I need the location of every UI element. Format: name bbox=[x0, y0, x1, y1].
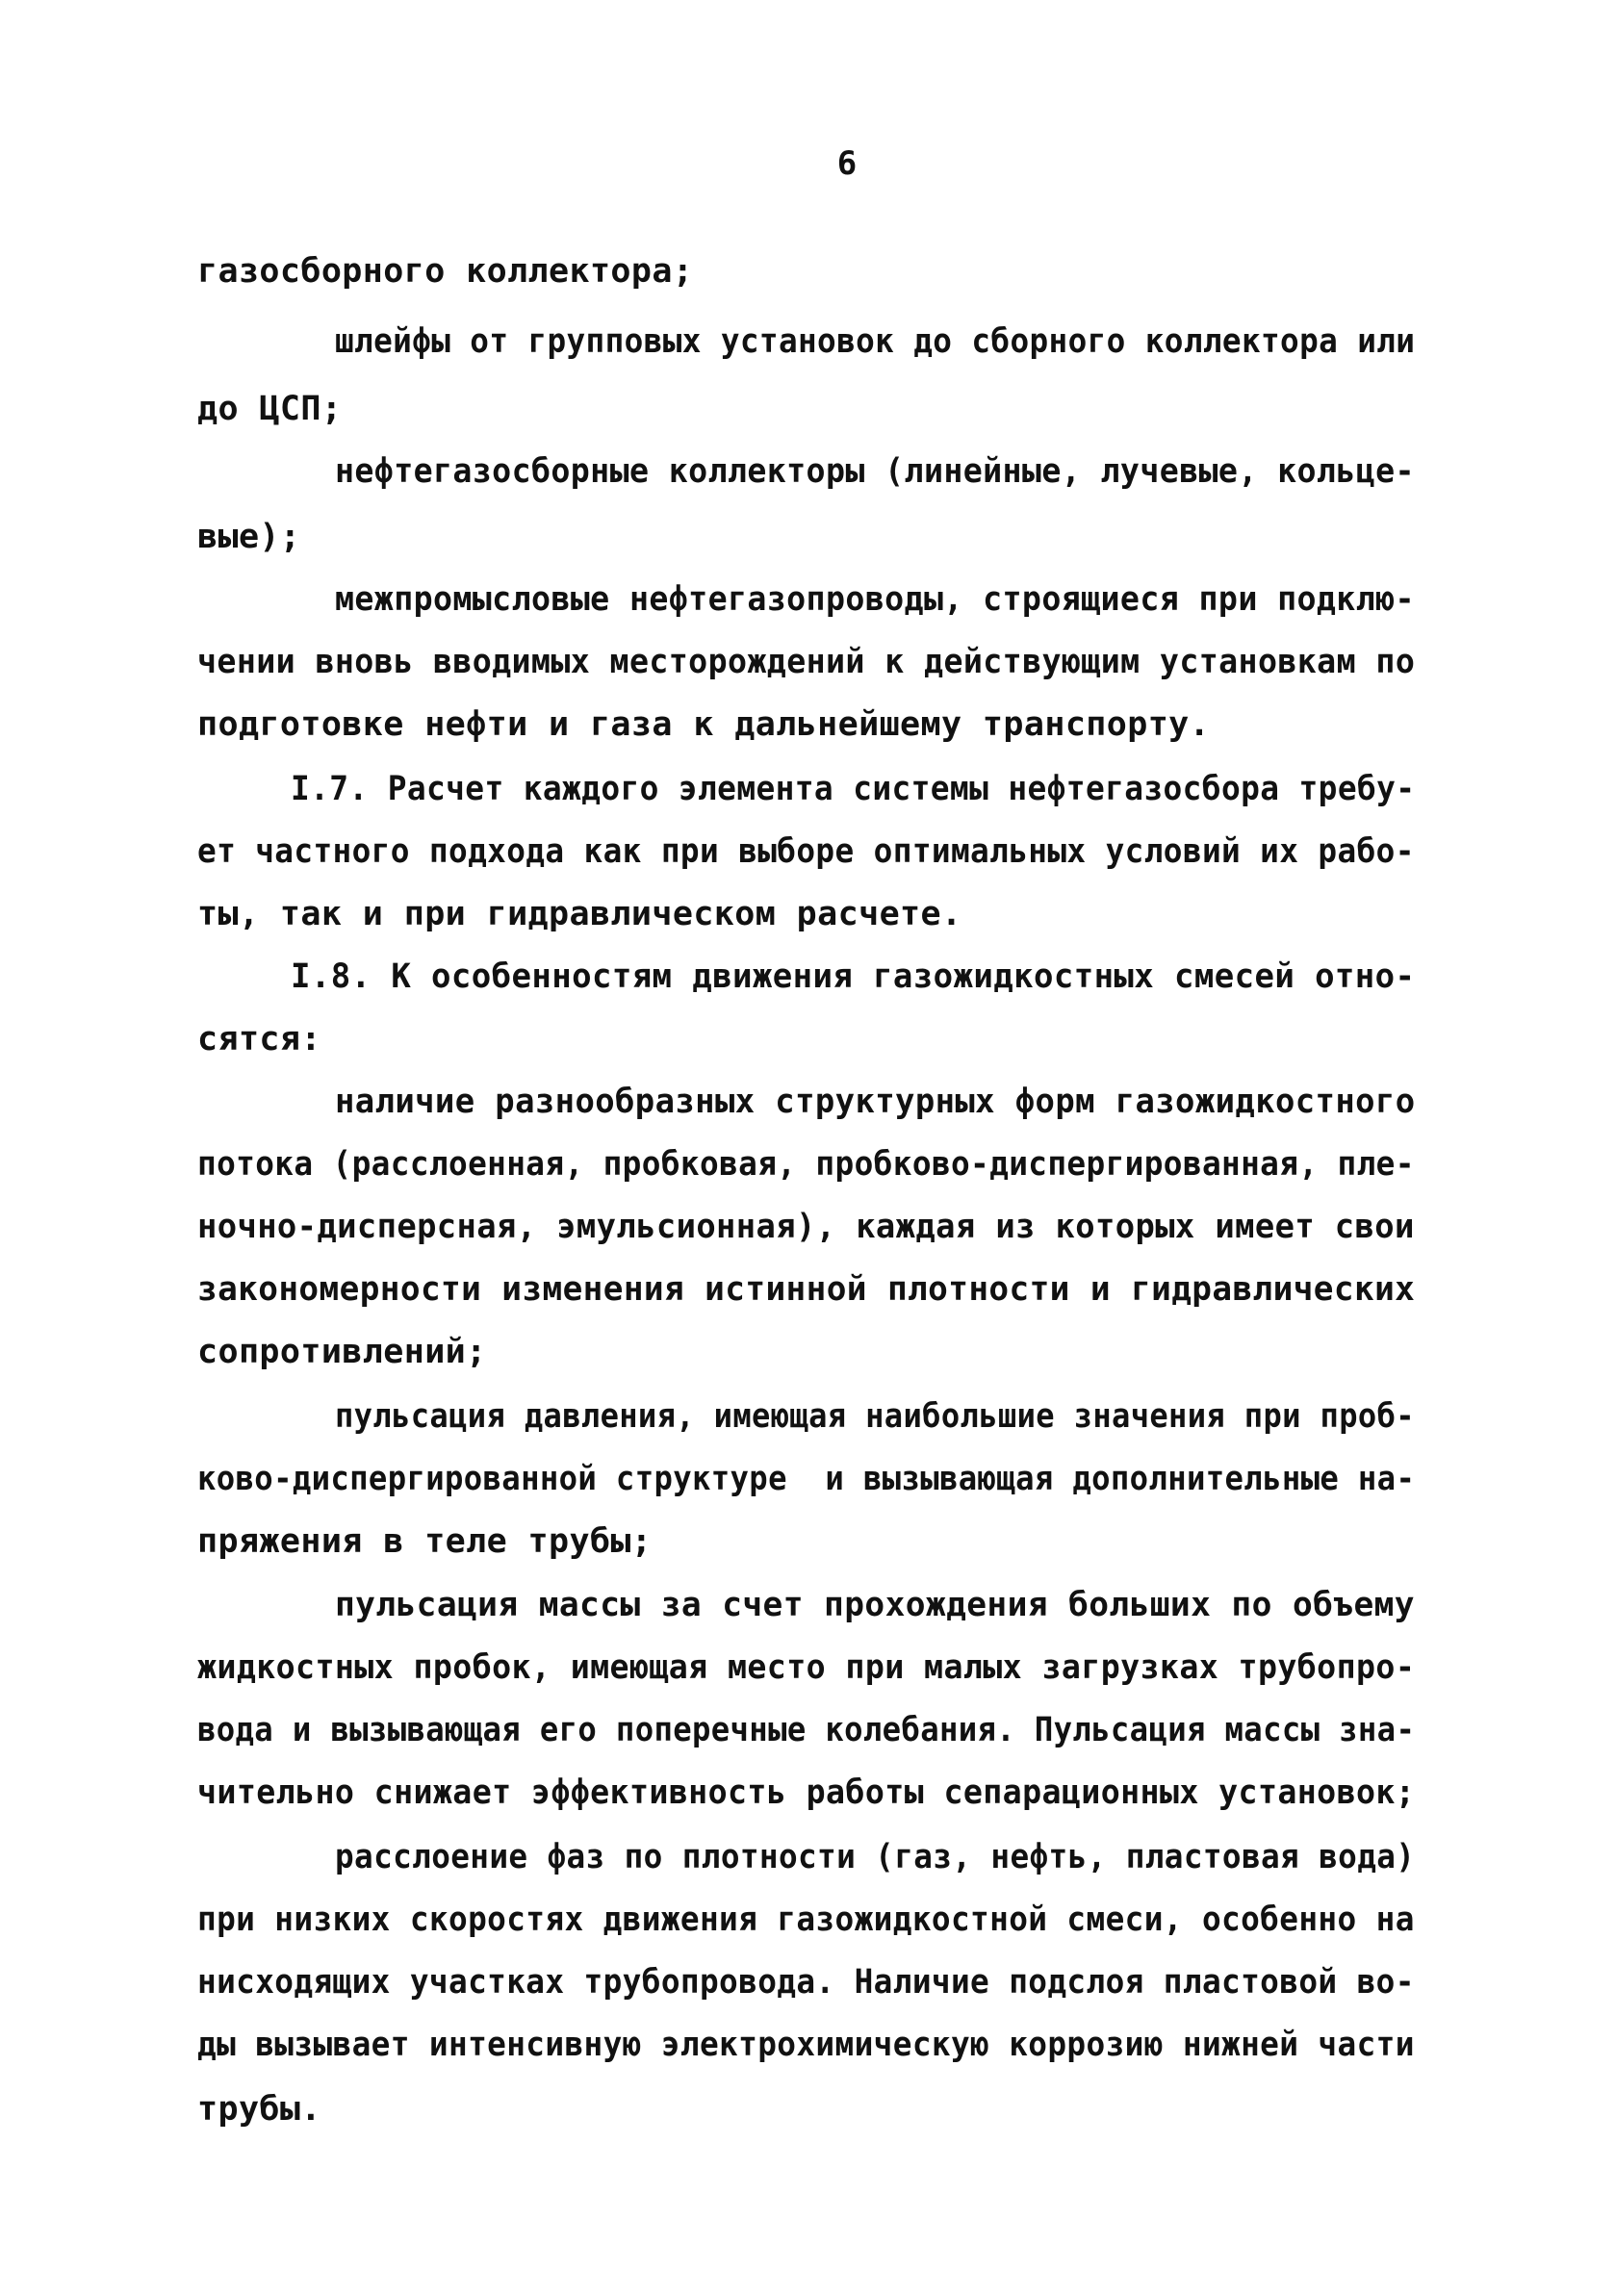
text-line: закономерности изменения истинной плотности и гидравлических bbox=[197, 1270, 1416, 1309]
text-line: при низких скоростях движения газожидкостной смеси, особенно на bbox=[197, 1901, 1415, 1939]
text-line: ты, так и при гидравлическом расчете. bbox=[197, 895, 962, 933]
text-line: нисходящих участках трубопровода. Наличие подслоя пластовой во- bbox=[197, 1963, 1415, 2002]
text-line: пульсация давления, имеющая наибольшие значения при проб- bbox=[335, 1397, 1415, 1436]
text-line: ково-диспергированной структуре и вызывающая дополнительные на- bbox=[197, 1460, 1416, 1498]
text-line: наличие разнообразных структурных форм газожидкостного bbox=[335, 1083, 1416, 1121]
page-number: 6 bbox=[836, 144, 858, 183]
text-line: ды вызывает интенсивную электрохимическую коррозию нижней части bbox=[197, 2026, 1415, 2064]
text-line: нефтегазосборные коллекторы (линейные, лучевые, кольце- bbox=[335, 452, 1415, 491]
text-line: I.7. Расчет каждого элемента системы нефтегазосбора требу- bbox=[291, 770, 1416, 808]
text-line: до ЦСП; bbox=[197, 390, 343, 428]
text-line: газосборного коллектора; bbox=[197, 252, 694, 291]
text-line: вые); bbox=[197, 518, 301, 556]
text-line: ет частного подхода как при выборе оптимальных условий их рабо- bbox=[197, 832, 1415, 871]
text-line: I.8. К особенностям движения газожидкостных смесей отно- bbox=[291, 957, 1416, 996]
text-line: чении вновь вводимых месторождений к действующим установкам по bbox=[197, 643, 1416, 681]
text-line: шлейфы от групповых установок до сборного коллектора или bbox=[335, 322, 1416, 361]
text-line: потока (расслоенная, пробковая, пробково-диспергированная, пле- bbox=[197, 1145, 1415, 1184]
text-line: пряжения в теле трубы; bbox=[197, 1522, 653, 1561]
text-line: межпромысловые нефтегазопроводы, строящиеся при подклю- bbox=[335, 580, 1415, 619]
text-line: вода и вызывающая его поперечные колебания. Пульсация массы зна- bbox=[197, 1711, 1416, 1749]
text-line: расслоение фаз по плотности (газ, нефть, пластовая вода) bbox=[335, 1838, 1416, 1876]
text-line: чительно снижает эффективность работы сепарационных установок; bbox=[197, 1773, 1416, 1812]
text-line: трубы. bbox=[197, 2090, 321, 2129]
text-line: ночно-дисперсная, эмульсионная), каждая из которых имеет свои bbox=[197, 1208, 1415, 1246]
text-line: подготовке нефти и газа к дальнейшему транспорту. bbox=[197, 705, 1211, 744]
text-line: пульсация массы за счет прохождения больших по объему bbox=[335, 1586, 1415, 1624]
text-line: жидкостных пробок, имеющая место при малых загрузках трубопро- bbox=[197, 1648, 1416, 1687]
text-line: сопротивлений; bbox=[197, 1333, 487, 1371]
text-line: сятся: bbox=[197, 1020, 321, 1059]
